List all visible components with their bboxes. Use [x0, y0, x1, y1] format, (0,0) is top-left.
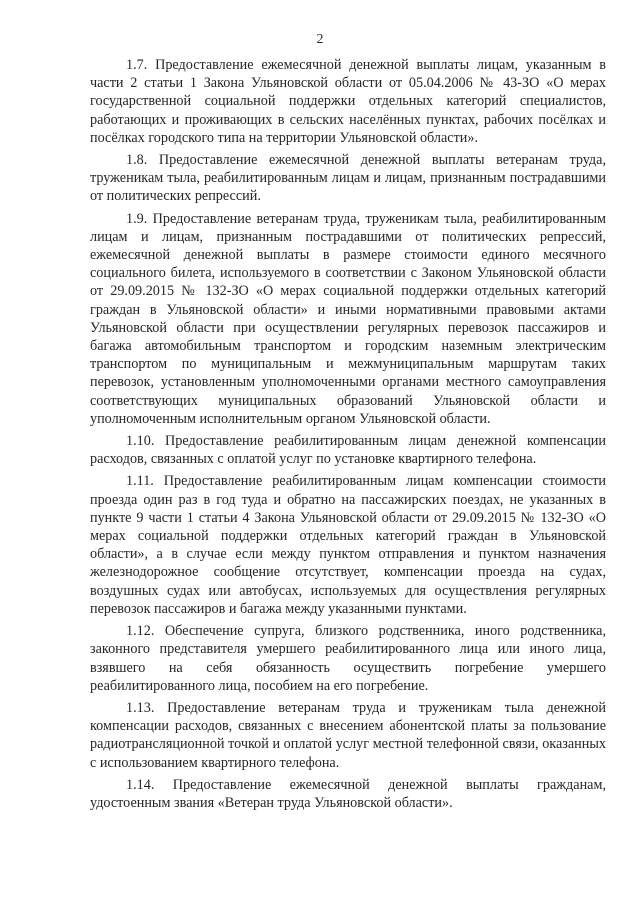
paragraph-1-9: 1.9. Предоставление ветеранам труда, труженикам тыла, реабилитированным лицам и лицам, признанным пострадавшими от политических репрессий, ежемесячной денежной выплаты в размере стоимости единого месячного социального билета, используемого в соответствии с Законом Ульяновской области от 29.09.2015 № 132-ЗО «О мерах социальной поддержки отдельных категорий граждан в Ульяновской области» и иными нормативными правовыми актами Ульяновской области при осуществлении регулярных перевозок пассажиров и багажа автомобильным транспортом и городским наземным электрическим транспортом по муниципальным и межмуниципальным маршрутам таких перевозок, установленным уполномоченными органами местного самоуправления соответствующих муниципальных образований Ульяновской области и уполномоченным исполнительным органом Ульяновской области.: [90, 210, 606, 427]
document-body: [90, 56, 606, 812]
paragraph-1-8: 1.8. Предоставление ежемесячной денежной выплаты ветеранам труда, труженикам тыла, реабилитированным лицам и лицам, признанным пострадавшими от политических репрессий.: [90, 152, 606, 205]
paragraph-1-7: 1.7. Предоставление ежемесячной денежной выплаты лицам, указанным в части 2 статьи 1 Закона Ульяновской области от 05.04.2006 № 43-ЗО «О мерах государственной социальной поддержки отдельных категорий специалистов, работающих и проживающих в сельских населённых пунктах, рабочих посёлках и посёлках городского типа на территории Ульяновской области».: [90, 57, 606, 146]
paragraph-1-11: 1.11. Предоставление реабилитированным лицам компенсации стоимости проезда один раз в год туда и обратно на пассажирских поездах, не указанных в пункте 9 части 1 статьи 4 Закона Ульяновской области от 29.09.2015 № 132-ЗО «О мерах социальной поддержки отдельных категорий граждан в Ульяновской области», а в случае если между пунктом отправления и пунктом назначения железнодорожное сообщение отсутствует, компенсации проезда на судах, воздушных судах или автобусах, используемых для осуществления регулярных перевозок пассажиров и багажа между указанными пунктами.: [90, 473, 606, 617]
page-number: 2: [316, 32, 324, 47]
paragraph-1-12: 1.12. Обеспечение супруга, близкого родственника, иного родственника, законного представителя умершего реабилитированного лица или иного лица, взявшего на себя обязанность осуществить погребение умершего реабилитированного лица, пособием на его погребение.: [90, 623, 606, 694]
paragraph-1-13: 1.13. Предоставление ветеранам труда и труженикам тыла денежной компенсации расходов, связанных с внесением абонентской платы за пользование радиотрансляционной точкой и оплатой услуг местной телефонной связи, оказанных с использованием квартирного телефона.: [90, 699, 606, 771]
paragraph-1-10: 1.10. Предоставление реабилитированным лицам денежной компенсации расходов, связанных с оплатой услуг по установке квартирного телефона.: [90, 433, 606, 468]
paragraph-1-14: 1.14. Предоставление ежемесячной денежной выплаты гражданам, удостоенным звания «Ветеран труда Ульяновской области».: [90, 776, 606, 811]
